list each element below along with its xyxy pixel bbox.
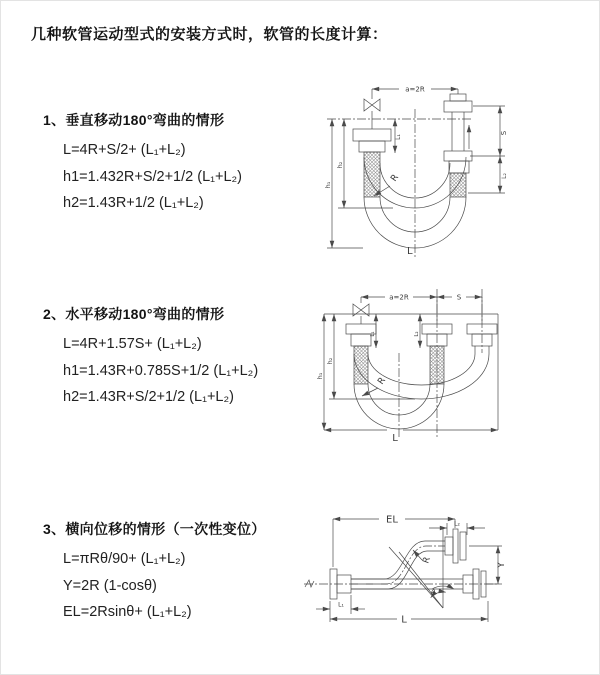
section-1 <box>43 111 242 217</box>
formula-line: Y=2R (1-cosθ) <box>63 577 157 594</box>
dim-label-h1: h₁ <box>324 181 332 189</box>
formula-line: L=4R+1.57S+ (L₁+L₂) <box>63 336 202 352</box>
dim-label-theta: θ <box>431 589 436 597</box>
diagram-horizontal-bend <box>316 283 591 448</box>
dim-label-h2: h₂ <box>326 357 334 365</box>
formula-line: L=πRθ/90+ (L₁+L₂) <box>63 551 186 567</box>
formula-line: EL=2Rsinθ+ (L₁+L₂) <box>63 604 192 620</box>
dim-label-h2: h₂ <box>336 161 344 169</box>
formula-line: h2=1.43R+1/2 (L₁+L₂) <box>63 195 204 211</box>
dim-label-y: Y <box>497 562 507 568</box>
dim-label-width: a=2R <box>405 85 425 94</box>
dim-label-stroke: S <box>456 293 462 302</box>
dim-label-l1: L₁ <box>395 134 402 140</box>
dim-label-h1: h₁ <box>316 372 324 380</box>
dim-label-radius: R <box>389 172 402 184</box>
dim-label-length: L <box>392 433 398 444</box>
diagram-vertical-bend <box>316 76 591 261</box>
valve-icon <box>364 99 380 111</box>
page-title: 几种软管运动型式的安装方式时，软管的长度计算： <box>31 26 388 43</box>
section-2 <box>43 305 258 411</box>
braided-hose-left <box>364 152 380 197</box>
dim-label-l2: L₂ <box>454 520 460 528</box>
dim-label-stroke: S <box>500 130 508 136</box>
dim-label-l2: L₂ <box>501 173 508 179</box>
dim-label-l1: L₁ <box>370 331 376 337</box>
diagram-lateral-displacement <box>299 506 591 646</box>
dim-label-l2: L₂ <box>414 331 420 337</box>
dim-label-radius: R <box>376 375 389 387</box>
formula-line: L=4R+S/2+ (L₁+L₂) <box>63 142 186 158</box>
break-mark <box>305 580 314 587</box>
braided-hose-middle <box>430 346 444 384</box>
section-3 <box>43 520 266 626</box>
dim-label-length: L <box>401 614 407 626</box>
section-3-heading: 3、横向位移的情形（一次性变位） <box>43 521 266 537</box>
dim-label-width: a=2R <box>389 293 409 302</box>
dim-label-l1: L₁ <box>338 601 344 609</box>
formula-line: h2=1.43R+S/2+1/2 (L₁+L₂) <box>63 389 234 405</box>
dim-label-el: EL <box>386 514 398 526</box>
formula-line: h1=1.43R+0.785S+1/2 (L₁+L₂) <box>63 362 259 379</box>
dim-label-length: L <box>407 246 413 257</box>
dim-label-radius: R <box>421 555 433 566</box>
formula-line: h1=1.432R+S/2+1/2 (L₁+L₂) <box>63 168 243 185</box>
section-2-heading: 2、水平移动180°弯曲的情形 <box>43 306 225 322</box>
section-1-heading: 1、垂直移动180°弯曲的情形 <box>43 112 225 128</box>
